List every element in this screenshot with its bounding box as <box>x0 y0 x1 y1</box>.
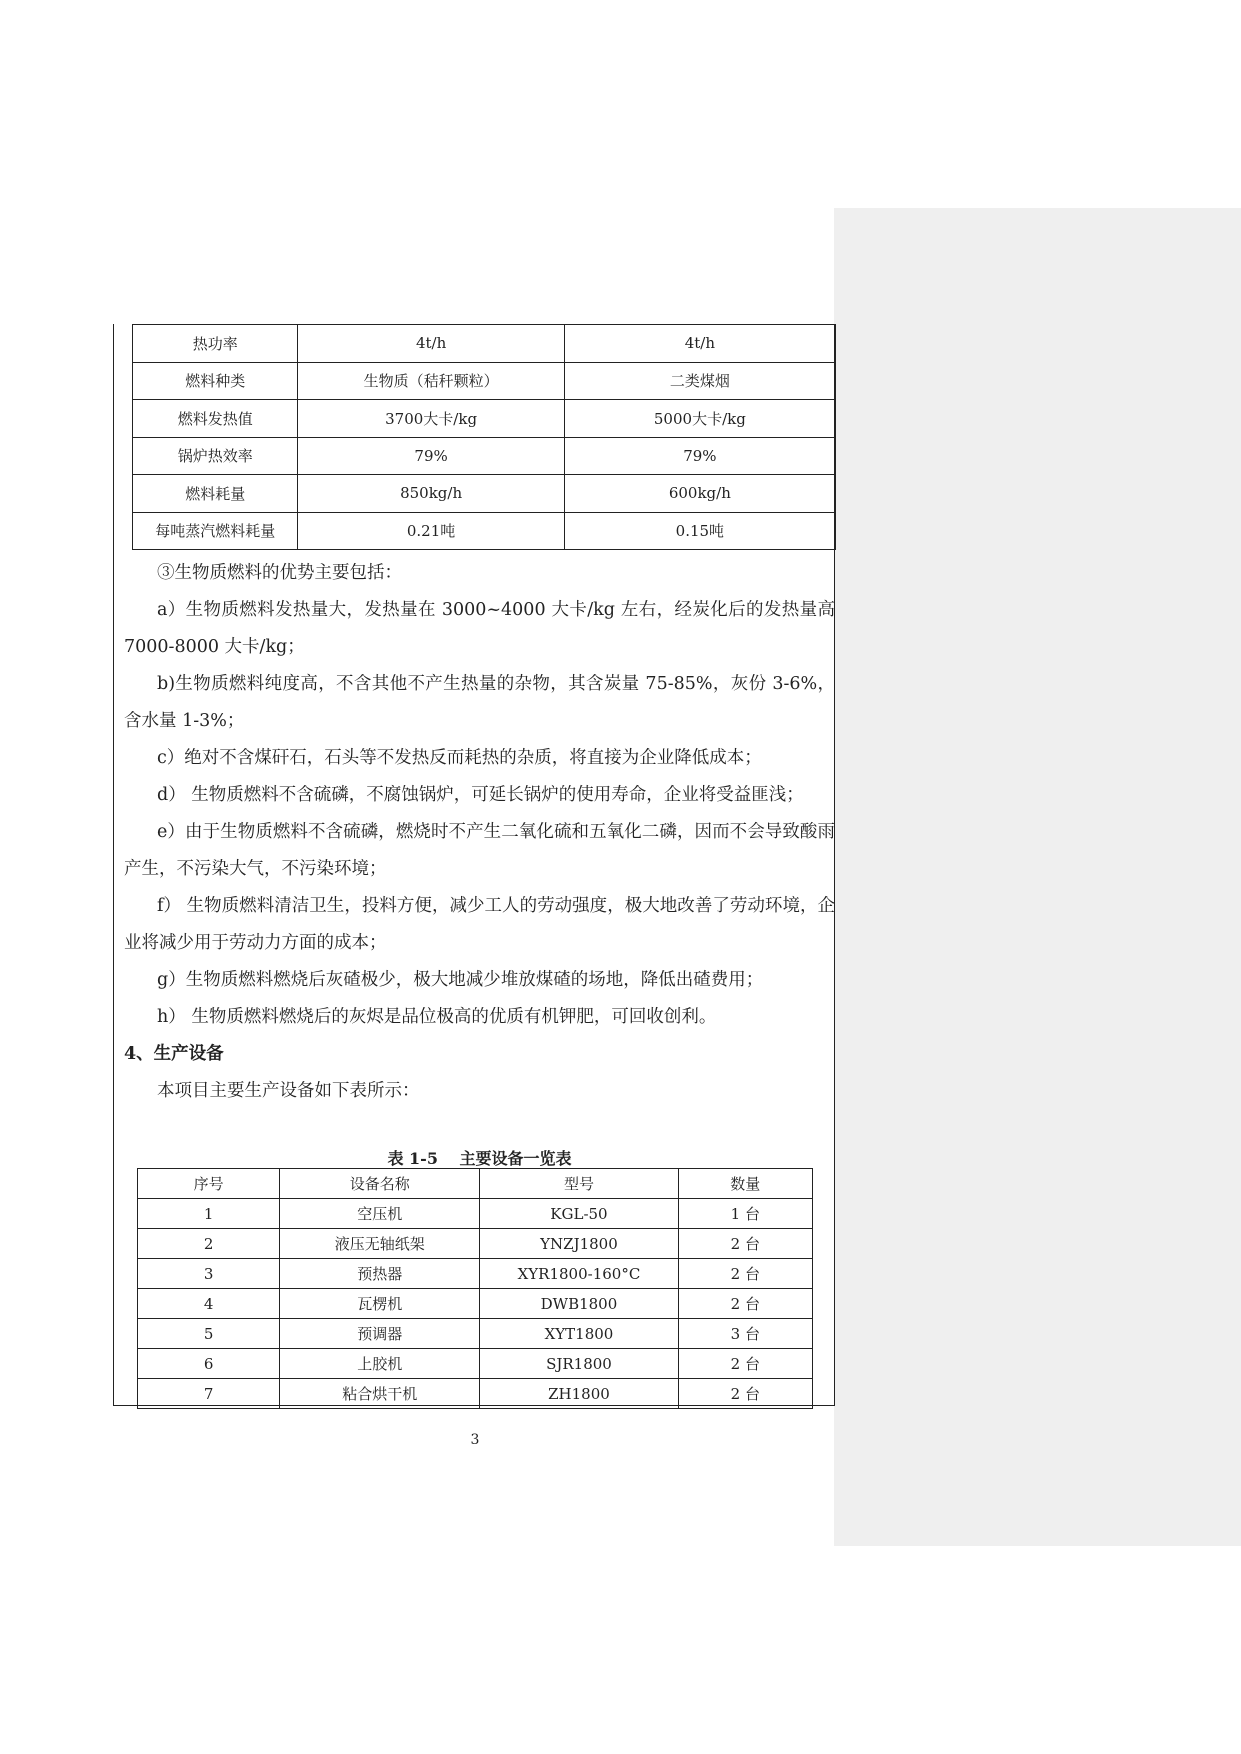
table-cell: SJR1800 <box>480 1349 678 1379</box>
table-cell: 3 <box>138 1259 280 1289</box>
table-cell: XYR1800-160°C <box>480 1259 678 1289</box>
table-cell: 2 台 <box>678 1229 812 1259</box>
fuel-comparison-table <box>132 324 836 550</box>
advantage-h: h） 生物质燃料燃烧后的灰烬是品位极高的优质有机钾肥，可回收创利。 <box>157 1007 717 1027</box>
table-cell: 燃料种类 <box>133 362 298 400</box>
section-heading: 4、生产设备 <box>124 1044 224 1064</box>
table-cell: 79% <box>298 437 564 475</box>
header-cell: 序号 <box>138 1169 280 1199</box>
table-cell: 液压无轴纸架 <box>280 1229 480 1259</box>
table-cell: YNZJ1800 <box>480 1229 678 1259</box>
table-row <box>133 475 836 513</box>
table-cell: 4 <box>138 1289 280 1319</box>
table-row <box>133 325 836 363</box>
equipment-table <box>137 1168 813 1409</box>
header-cell: 型号 <box>480 1169 678 1199</box>
table-cell: 瓦楞机 <box>280 1289 480 1319</box>
table-cell: KGL-50 <box>480 1199 678 1229</box>
table-cell: 热功率 <box>133 325 298 363</box>
table-cell: 预热器 <box>280 1259 480 1289</box>
table-cell: 2 台 <box>678 1289 812 1319</box>
table-cell: 3700大卡/kg <box>298 400 564 438</box>
table-cell: 0.21吨 <box>298 512 564 550</box>
table-cell: DWB1800 <box>480 1289 678 1319</box>
advantage-d: d） 生物质燃料不含硫磷，不腐蚀锅炉，可延长锅炉的使用寿命，企业将受益匪浅； <box>157 785 804 805</box>
advantage-f: f） 生物质燃料清洁卫生，投料方便，减少工人的劳动强度，极大地改善了劳动环境，企业将减少用于劳动力方面的成本； <box>124 896 835 953</box>
table-row <box>138 1379 813 1409</box>
table-row <box>138 1349 813 1379</box>
table-header-row <box>138 1169 813 1199</box>
table-row <box>133 437 836 475</box>
table-cell: 2 <box>138 1229 280 1259</box>
table-row <box>138 1259 813 1289</box>
table-cell: 5 <box>138 1319 280 1349</box>
table-cell: 7 <box>138 1379 280 1409</box>
table-cell: 1 <box>138 1199 280 1229</box>
advantages-intro: ③生物质燃料的优势主要包括： <box>157 563 402 583</box>
table-cell: 4t/h <box>298 325 564 363</box>
table-row <box>138 1319 813 1349</box>
table-cell: 0.15吨 <box>564 512 835 550</box>
table-cell: 每吨蒸汽燃料耗量 <box>133 512 298 550</box>
comment-pane <box>834 208 1241 1546</box>
table-row <box>133 400 836 438</box>
table-cell: 6 <box>138 1349 280 1379</box>
table-row <box>138 1229 813 1259</box>
table-cell: 粘合烘干机 <box>280 1379 480 1409</box>
document-body <box>124 555 835 1110</box>
table-cell: 2 台 <box>678 1259 812 1289</box>
table-cell: 850kg/h <box>298 475 564 513</box>
advantage-b: b)生物质燃料纯度高，不含其他不产生热量的杂物，其含炭量 75-85%，灰份 3-6%，含水量 1-3%； <box>124 674 835 731</box>
advantage-g: g）生物质燃料燃烧后灰碴极少，极大地减少堆放煤碴的场地，降低出碴费用； <box>157 970 764 990</box>
table-cell: 锅炉热效率 <box>133 437 298 475</box>
table-cell: 燃料耗量 <box>133 475 298 513</box>
table-cell: XYT1800 <box>480 1319 678 1349</box>
table-caption: 表 1-5 主要设备一览表 <box>387 1149 572 1168</box>
header-cell: 设备名称 <box>280 1169 480 1199</box>
table-cell: 4t/h <box>564 325 835 363</box>
table-row <box>133 362 836 400</box>
table-row <box>138 1289 813 1319</box>
table-cell: ZH1800 <box>480 1379 678 1409</box>
section-intro: 本项目主要生产设备如下表所示： <box>157 1081 420 1101</box>
table-cell: 5000大卡/kg <box>564 400 835 438</box>
table-cell: 上胶机 <box>280 1349 480 1379</box>
table-cell: 600kg/h <box>564 475 835 513</box>
table-cell: 空压机 <box>280 1199 480 1229</box>
table-cell: 3 台 <box>678 1319 812 1349</box>
table-cell: 79% <box>564 437 835 475</box>
table-cell: 预调器 <box>280 1319 480 1349</box>
header-cell: 数量 <box>678 1169 812 1199</box>
table-cell: 生物质（秸秆颗粒） <box>298 362 564 400</box>
table-cell: 2 台 <box>678 1349 812 1379</box>
advantage-a: a）生物质燃料发热量大，发热量在 3000~4000 大卡/kg 左右，经炭化后的发热量高 7000-8000 大卡/kg； <box>124 600 835 657</box>
advantage-e: e）由于生物质燃料不含硫磷，燃烧时不产生二氧化硫和五氧化二磷，因而不会导致酸雨产生，不污染大气，不污染环境； <box>124 822 835 879</box>
advantage-c: c）绝对不含煤矸石，石头等不发热反而耗热的杂质，将直接为企业降低成本； <box>157 748 762 768</box>
page-number: 3 <box>470 1432 480 1448</box>
table-row <box>138 1199 813 1229</box>
table-row <box>133 512 836 550</box>
table-cell: 燃料发热值 <box>133 400 298 438</box>
table-cell: 1 台 <box>678 1199 812 1229</box>
table-cell: 二类煤烟 <box>564 362 835 400</box>
table-cell: 2 台 <box>678 1379 812 1409</box>
